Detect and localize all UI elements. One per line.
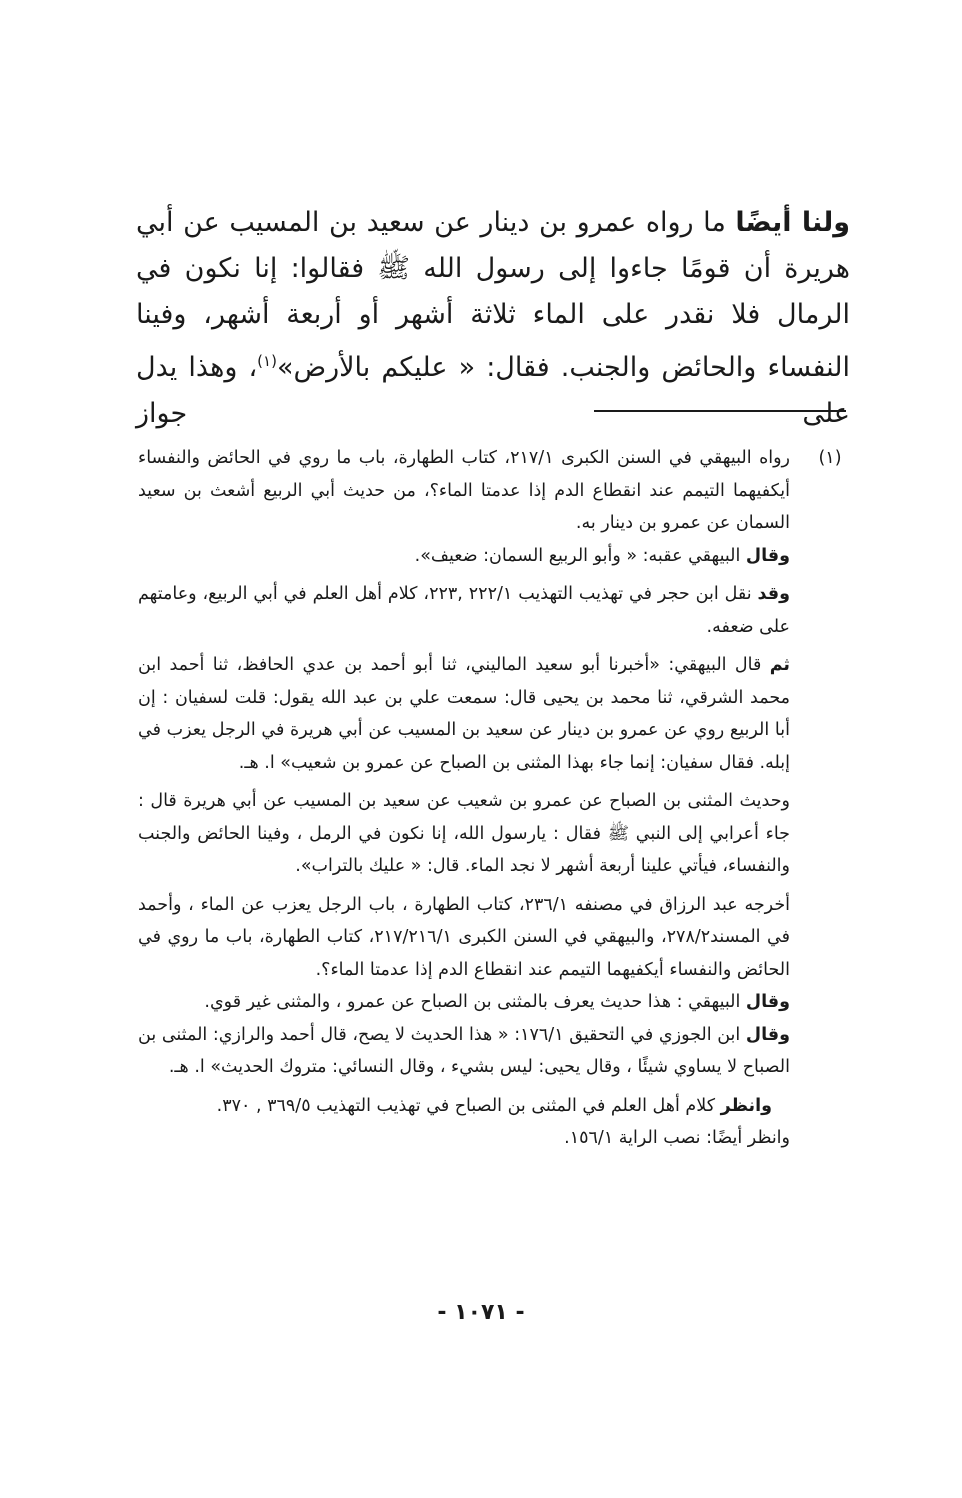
- footnote-divider: [594, 410, 846, 412]
- paragraph-lead: ثم: [769, 655, 790, 675]
- main-lead: ولنا أيضًا: [735, 207, 850, 238]
- footnote-paragraph: [138, 986, 790, 1019]
- footnote-paragraph: [138, 889, 790, 987]
- footnotes: [138, 442, 850, 1155]
- paragraph-text: كلام أهل العلم في المثنى بن الصباح في تهذيب التهذيب ٣٦٩/٥ , ٣٧٠.: [216, 1095, 721, 1116]
- paragraph-text: وحديث المثنى بن الصباح عن عمرو بن شعيب عن سعيد بن المسيب عن أبي هريرة قال : جاء أعرابي إلى النبي ﷺ فقال : يارسول الله، إنا نكون في الرمل ، وفينا الحائض والجنب والنفساء، فيأتي علينا أربعة أشهر لا نجد الماء. قال: « عليك بالتراب».: [138, 791, 790, 876]
- paragraph-text: وانظر أيضًا: نصب الراية ١٥٦/١.: [564, 1128, 790, 1148]
- paragraph-lead: وقد: [757, 584, 790, 604]
- paragraph-text: أخرجه عبد الرزاق في مصنفه ٢٣٦/١، كتاب الطهارة ، باب الرجل يعزب عن الماء ، وأحمد في المسند٢٧٨/٢، والبيهقي في السنن الكبرى ٢١٧/٢١٦/١، كتاب الطهارة، باب ما روي في الحائض والنفساء أيكفيهما التيمم عند انقطاع الدم إذا عدمتا الماء؟.: [138, 894, 790, 980]
- paragraph-text: رواه البيهقي في السنن الكبرى ٢١٧/١، كتاب الطهارة، باب ما روي في الحائض والنفساء أيكفيهما التيمم عند انقطاع الدم إذا عدمتا الماء؟، من حديث أبي الربيع أشعث بن سعيد السمان عن عمرو بن دينار به.: [138, 448, 791, 533]
- paragraph-lead: وقال: [745, 545, 790, 566]
- footnote-paragraph: [138, 540, 790, 573]
- paragraph-text: البيهقي عقبه: « وأبو الربيع السمان: ضعيف».: [414, 545, 746, 566]
- footnote-paragraph: [138, 442, 790, 540]
- footnote-paragraph: [138, 1019, 790, 1084]
- paragraph-lead: وقال: [745, 1024, 790, 1045]
- paragraph-text: البيهقي : هذا حديث يعرف بالمثنى بن الصباح عن عمرو ، والمثنى غير قوي.: [204, 992, 746, 1012]
- footnote-paragraph: [138, 649, 790, 779]
- paragraph-text: قال البيهقي: «أخبرنا أبو سعيد الماليني، ثنا أبو أحمد بن عدي الحافظ، ثنا أحمد ابن محمد الشرقي، ثنا محمد بن يحيى قال: سمعت علي بن عبد الله يقول: قلت لسفيان : إن أبا الربيع روي عن عمرو بن دينار عن سعيد بن المسيب عن أبي هريرة في الرجل يعزب في إبله. فقال سفيان: إنما جاء بهذا المثنى بن الصباح عن عمرو بن شعيب» ا. هـ.: [138, 655, 790, 773]
- footnote-body: [138, 442, 790, 1155]
- footnote-paragraph: [138, 578, 790, 643]
- footnote-marker: (١): [818, 448, 842, 468]
- main-body: ما رواه عمرو بن دينار عن سعيد بن المسيب عن أبي هريرة أن قومًا جاءوا إلى رسول الله ﷺ فقالوا: إنا نكون في الرمال فلا نقدر على الماء ثلاثة أشهر أو أربعة أشهر، وفينا النفساء والحائض والجنب. فقال: « عليكم بالأرض»: [136, 207, 850, 383]
- footnote-paragraph: [138, 1090, 790, 1123]
- main-tail: ، وهذا يدل على جواز: [136, 352, 850, 429]
- main-paragraph: [136, 200, 850, 437]
- footnote-paragraph: [138, 785, 790, 883]
- paragraph-text: ابن الجوزي في التحقيق ١٧٦/١: « هذا الحديث لا يصح، قال أحمد والرازي: المثنى بن الصباح لا يساوي شيئًا ، وقال يحيى: ليس بشيء ، وقال النسائي: متروك الحديث» ا. هـ.: [138, 1024, 790, 1077]
- main-text: [136, 200, 850, 437]
- paragraph-lead: وقال: [745, 992, 790, 1012]
- paragraph-lead: وانظر: [720, 1095, 772, 1116]
- page-number: - ١٠٧١ -: [437, 1300, 525, 1325]
- footnote-reference[interactable]: (١): [257, 352, 277, 370]
- footnote-paragraph: [138, 1122, 790, 1155]
- paragraph-text: نقل ابن حجر في تهذيب التهذيب ٢٢٢/١ ,٢٢٣، كلام أهل العلم في أبي الربيع، وعامتهم على ضعفه.: [138, 584, 790, 637]
